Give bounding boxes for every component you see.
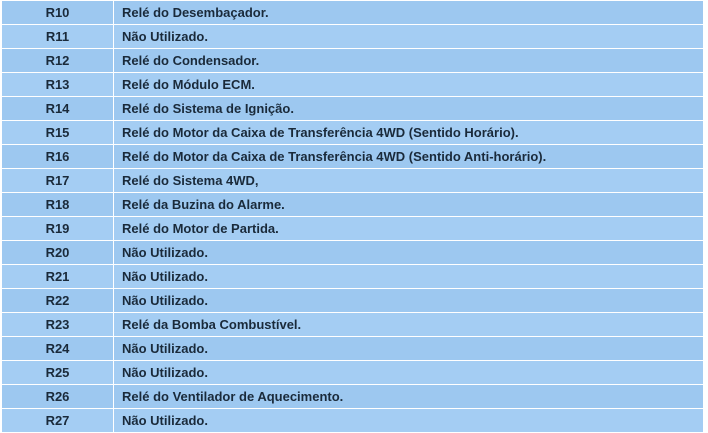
table-row (2, 25, 704, 49)
table-row (2, 49, 704, 73)
relay-description: Relé do Sistema de Ignição. (114, 97, 704, 121)
relay-description: Relé da Bomba Combustível. (114, 313, 704, 337)
relay-description: Não Utilizado. (114, 409, 704, 433)
relay-description: Não Utilizado. (114, 241, 704, 265)
table-row (2, 145, 704, 169)
relay-description: Relé do Condensador. (114, 49, 704, 73)
relay-description: Relé do Módulo ECM. (114, 73, 704, 97)
relay-code: R26 (2, 385, 114, 409)
table-row (2, 289, 704, 313)
relay-description: Relé do Desembaçador. (114, 1, 704, 25)
relay-code: R11 (2, 25, 114, 49)
relay-code: R12 (2, 49, 114, 73)
relay-code: R20 (2, 241, 114, 265)
relay-code: R14 (2, 97, 114, 121)
relay-description: Relé do Motor da Caixa de Transferência 4WD (Sentido Anti-horário). (114, 145, 704, 169)
relay-description: Não Utilizado. (114, 265, 704, 289)
relay-table-body (2, 1, 704, 433)
table-row (2, 337, 704, 361)
relay-code: R23 (2, 313, 114, 337)
relay-code: R22 (2, 289, 114, 313)
relay-code: R15 (2, 121, 114, 145)
table-row (2, 1, 704, 25)
relay-code: R18 (2, 193, 114, 217)
relay-description: Relé do Ventilador de Aquecimento. (114, 385, 704, 409)
relay-code: R17 (2, 169, 114, 193)
relay-description: Relé da Buzina do Alarme. (114, 193, 704, 217)
relay-code: R10 (2, 1, 114, 25)
table-row (2, 217, 704, 241)
relay-description: Não Utilizado. (114, 337, 704, 361)
relay-code: R19 (2, 217, 114, 241)
relay-table (1, 0, 704, 433)
table-row (2, 73, 704, 97)
table-row (2, 169, 704, 193)
table-row (2, 241, 704, 265)
table-row (2, 193, 704, 217)
table-row (2, 313, 704, 337)
table-row (2, 385, 704, 409)
table-row (2, 409, 704, 433)
relay-description: Não Utilizado. (114, 25, 704, 49)
relay-code: R25 (2, 361, 114, 385)
relay-code: R27 (2, 409, 114, 433)
relay-description: Relé do Motor da Caixa de Transferência 4WD (Sentido Horário). (114, 121, 704, 145)
relay-code: R16 (2, 145, 114, 169)
relay-description: Não Utilizado. (114, 361, 704, 385)
table-row (2, 121, 704, 145)
relay-code: R24 (2, 337, 114, 361)
relay-description: Relé do Sistema 4WD, (114, 169, 704, 193)
table-row (2, 361, 704, 385)
relay-code: R13 (2, 73, 114, 97)
relay-description: Relé do Motor de Partida. (114, 217, 704, 241)
table-row (2, 265, 704, 289)
table-row (2, 97, 704, 121)
relay-description: Não Utilizado. (114, 289, 704, 313)
relay-code: R21 (2, 265, 114, 289)
